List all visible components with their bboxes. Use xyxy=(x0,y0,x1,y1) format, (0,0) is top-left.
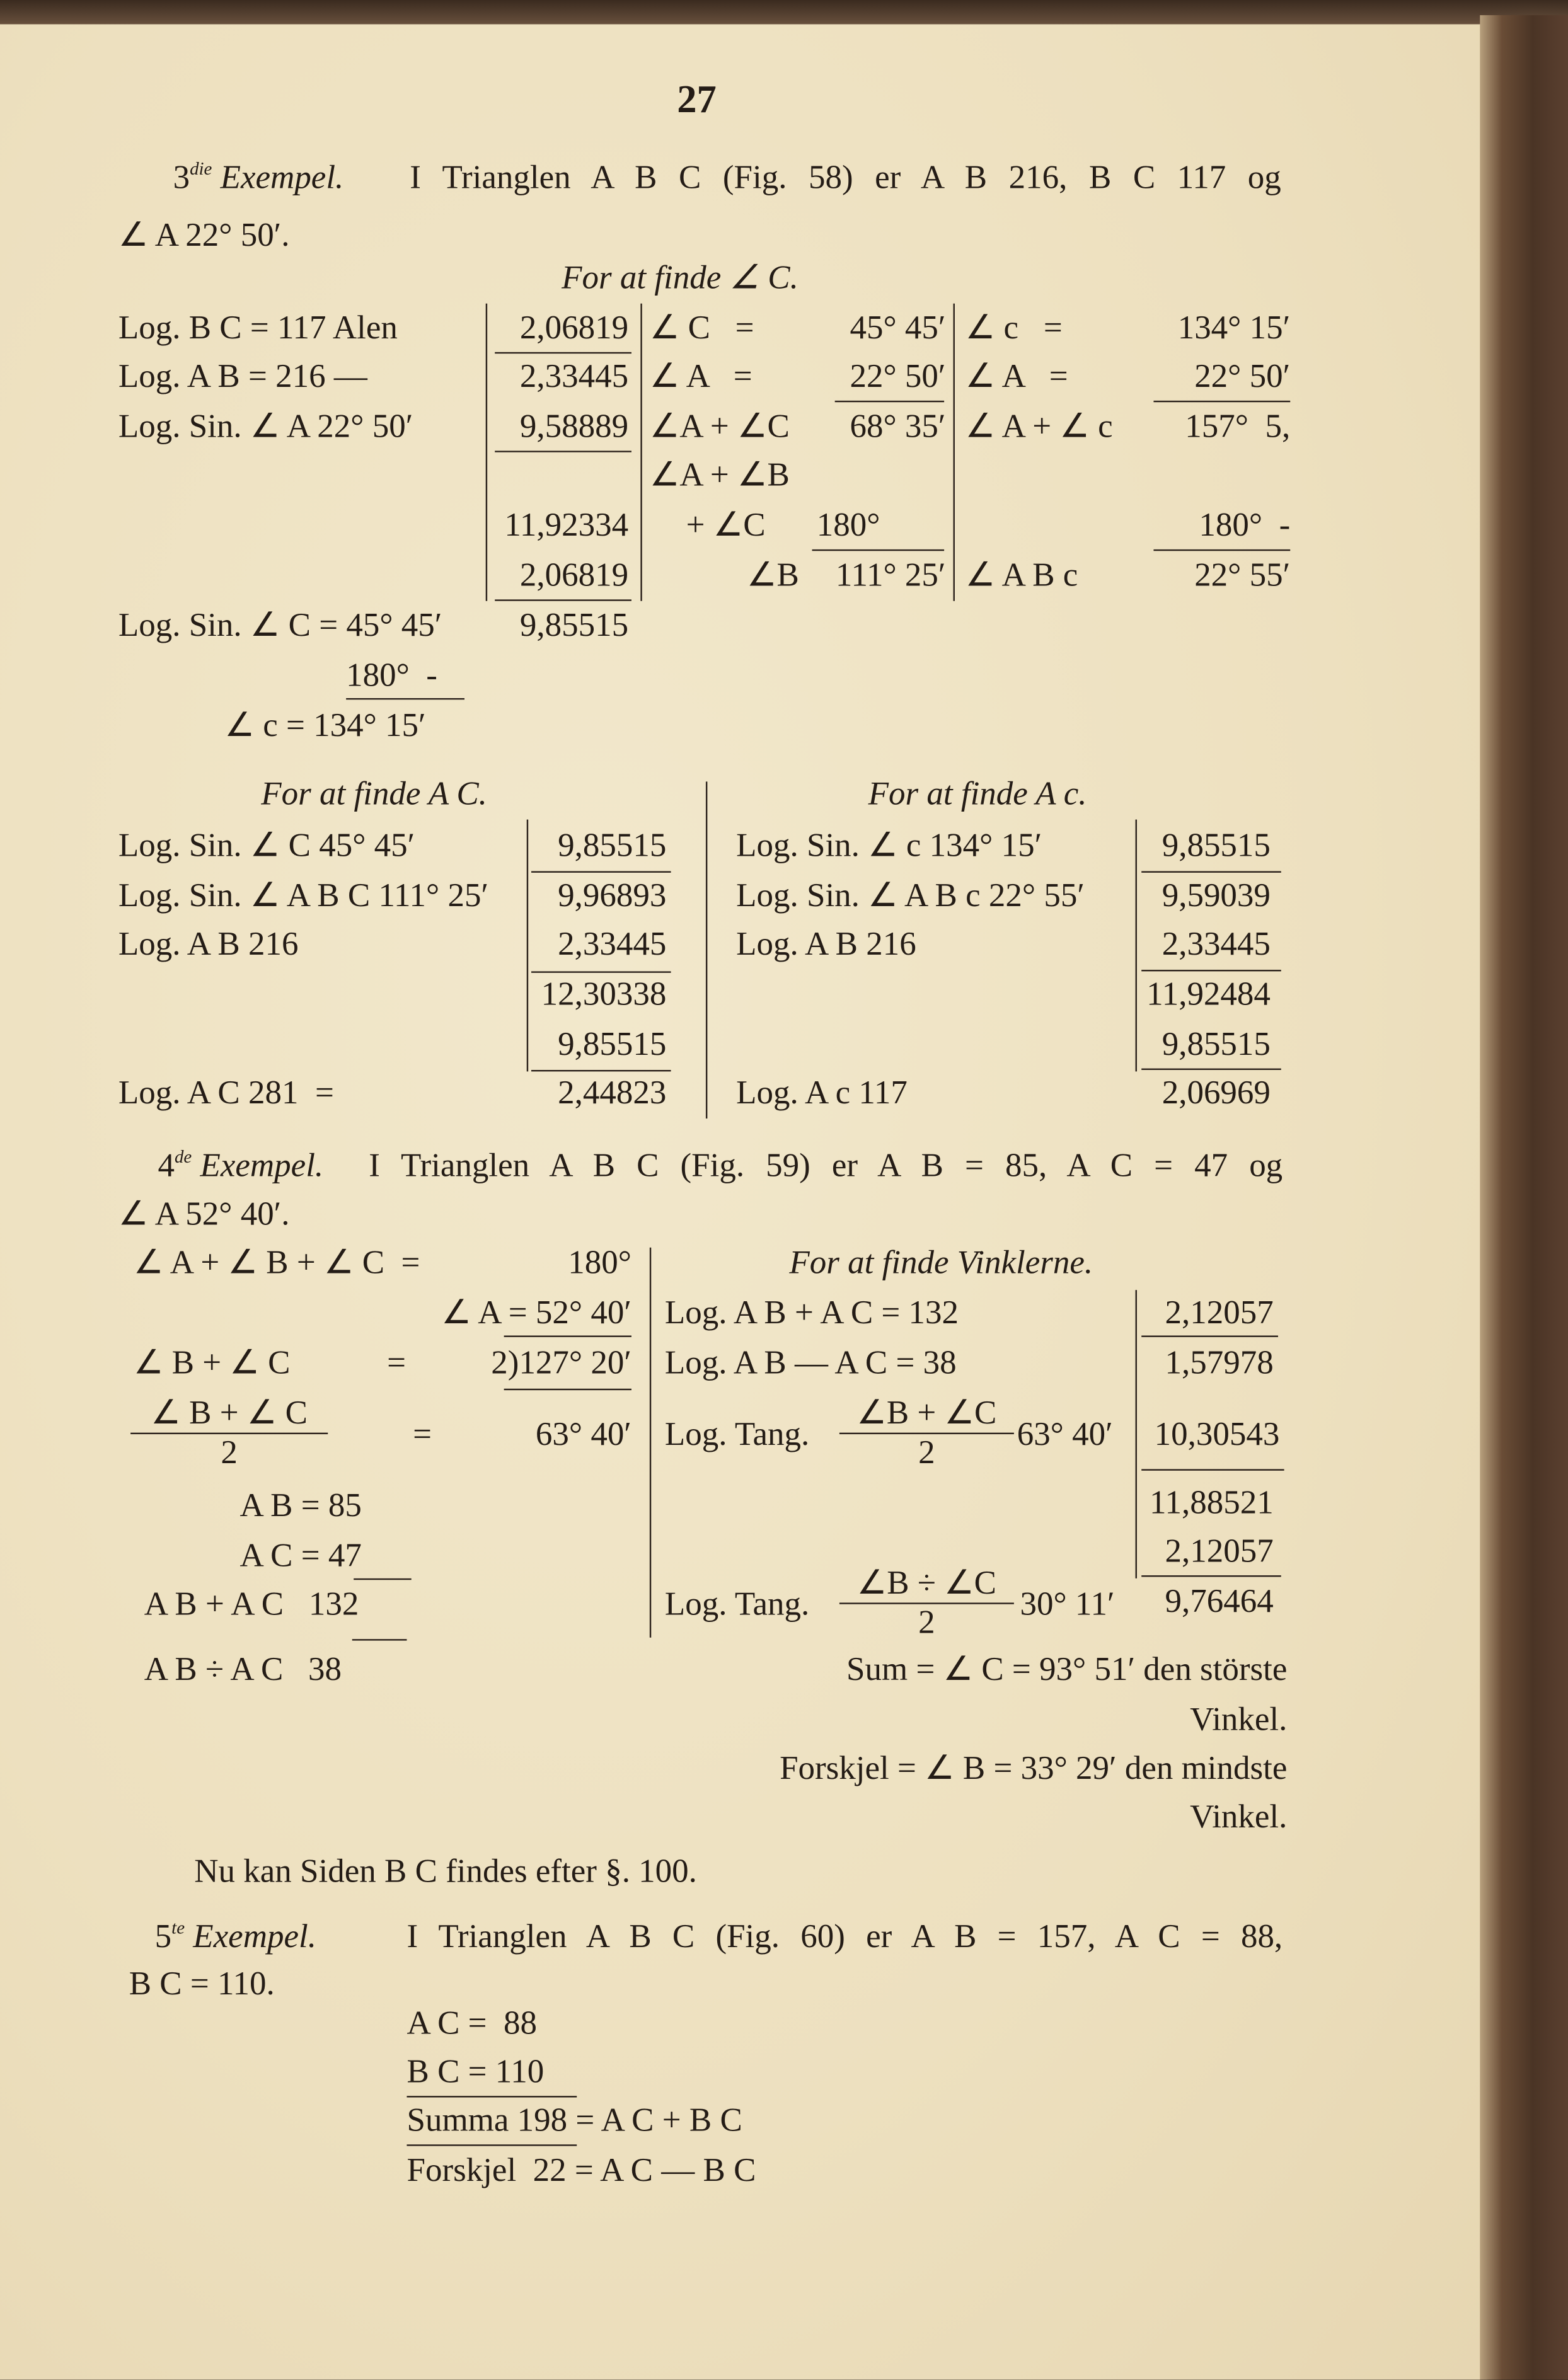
log-label: Log. Sin. ∠ c 134° 15′ xyxy=(736,825,1042,864)
angle-sum-value: 180° xyxy=(568,1243,631,1281)
log-label: Log. Sin. ∠ C 45° 45′ xyxy=(118,825,415,864)
log-label: Log. B C = 117 Alen xyxy=(118,308,398,347)
denominator: 2 xyxy=(221,1432,238,1471)
angle-label: ∠ A = xyxy=(965,356,1068,395)
denominator: 2 xyxy=(918,1602,935,1641)
ordinal-suffix: de xyxy=(174,1146,192,1168)
section-title-find-AC: For at finde A C. xyxy=(261,774,487,812)
section-title-find-angles: For at finde Vinklerne. xyxy=(789,1243,1093,1281)
log-label: Log. A c 117 xyxy=(736,1072,908,1112)
log-label: Log. Sin. ∠ A 22° 50′ xyxy=(118,406,413,445)
half-sum-fraction xyxy=(130,1393,328,1471)
rule xyxy=(1141,1575,1281,1577)
example-number: 5 xyxy=(154,1916,172,1955)
log-value: 2,33445 xyxy=(519,356,629,395)
angle-value: 22° 55′ xyxy=(1194,555,1291,594)
example4-text: I Trianglen A B C (Fig. 59) er A B = 85, A C = 47 og xyxy=(369,1146,1283,1184)
log-value: 2,33445 xyxy=(1162,924,1271,962)
example4-heading xyxy=(158,1144,323,1187)
log-value: 10,30543 xyxy=(1154,1414,1280,1452)
example-label: Exempel. xyxy=(220,158,344,196)
rule xyxy=(406,2144,577,2146)
section-divider xyxy=(706,781,708,1118)
example4-text2: ∠ A 52° 40′. xyxy=(118,1194,290,1233)
angle-label: ∠ A B c xyxy=(965,555,1078,594)
difference-line: Forskjel = ∠ B = 33° 29′ den mindste xyxy=(780,1748,1288,1786)
vinkel-label: Vinkel. xyxy=(1190,1796,1288,1835)
rule xyxy=(504,1389,631,1391)
log-value: 2,33445 xyxy=(558,924,667,962)
section-title-find-Ac: For at finde A c. xyxy=(868,774,1087,812)
log-value: 12,30338 xyxy=(541,974,667,1013)
section-title-find-C: For at finde ∠ C. xyxy=(562,258,798,296)
denominator: 2 xyxy=(918,1432,935,1471)
page-top-edge xyxy=(0,0,1568,27)
rule xyxy=(495,451,631,452)
calc-line: A C = 88 xyxy=(406,2003,538,2042)
sum-line: Sum = ∠ C = 93° 51′ den störste xyxy=(846,1650,1288,1688)
log-value: 9,85515 xyxy=(558,1024,667,1062)
angle-label: ∠ c = xyxy=(965,308,1063,347)
column-rule xyxy=(527,820,529,1072)
log-value: 2,06969 xyxy=(1162,1072,1271,1112)
calc-line: Summa 198 = A C + B C xyxy=(406,2100,742,2139)
example3-heading xyxy=(173,156,344,198)
result-value: 9,85515 xyxy=(519,605,629,644)
ordinal-suffix: die xyxy=(190,158,212,180)
rule xyxy=(1153,549,1290,551)
rule xyxy=(812,549,945,551)
rule xyxy=(1141,1069,1281,1071)
rule xyxy=(835,401,944,403)
example-label: Exempel. xyxy=(193,1916,316,1955)
rule xyxy=(1141,970,1281,972)
example-number: 4 xyxy=(158,1146,175,1184)
angle-value: 157° 5, xyxy=(1185,406,1291,445)
log-value: 2,44823 xyxy=(558,1072,667,1112)
bc-label: ∠ B + ∠ C xyxy=(133,1343,291,1381)
log-value: 9,85515 xyxy=(1162,825,1271,864)
ab-value: A B = 85 xyxy=(239,1485,362,1524)
log-value: 9,58889 xyxy=(519,406,629,445)
rule xyxy=(1153,401,1290,403)
section-divider xyxy=(650,1248,652,1638)
rule xyxy=(1141,871,1281,873)
subtract-180: 180° - xyxy=(346,655,437,694)
angle-value: 45° 45′ xyxy=(850,308,946,347)
angle-value: 68° 35′ xyxy=(850,406,946,445)
example5-heading xyxy=(155,1916,316,1958)
log-label: Log. A B — A C = 38 xyxy=(664,1343,957,1381)
angle-c-result: ∠ c = 134° 15′ xyxy=(224,705,426,744)
angle-value: 180° xyxy=(816,505,880,544)
tang2-fraction xyxy=(839,1563,1014,1641)
numerator: ∠B ÷ ∠C xyxy=(839,1563,1014,1604)
log-label: Log. A B 216 xyxy=(118,924,299,962)
log-label: Log. A B + A C = 132 xyxy=(664,1293,959,1331)
example3-text: I Trianglen A B C (Fig. 58) er A B 216, B C 117 og xyxy=(410,158,1281,196)
angle-value: 22° 50′ xyxy=(850,356,946,395)
example-label: Exempel. xyxy=(200,1146,324,1184)
column-rule xyxy=(1136,1290,1138,1578)
log-value: 9,85515 xyxy=(1162,1024,1271,1062)
angle-value: 111° 25′ xyxy=(835,555,946,594)
ab-minus-ac: A B ÷ A C 38 xyxy=(144,1650,342,1688)
ac-value: A C = 47 xyxy=(239,1536,362,1574)
column-rule xyxy=(640,304,642,601)
log-tang-label: Log. Tang. xyxy=(664,1414,810,1452)
log-value: 9,76464 xyxy=(1165,1581,1274,1619)
angle-label: ∠ C = xyxy=(649,308,754,347)
tang2-angle: 30° 11′ xyxy=(1020,1584,1115,1623)
rule xyxy=(406,2096,577,2098)
angle-label: ∠A + ∠B xyxy=(649,455,790,493)
log-label: Log. A B = 216 — xyxy=(118,356,367,395)
log-value: 2,12057 xyxy=(1165,1293,1274,1331)
rule xyxy=(531,871,671,873)
bc-value: 2)127° 20′ xyxy=(491,1343,631,1381)
angle-A: ∠ A = 52° 40′ xyxy=(441,1293,631,1331)
rule xyxy=(352,1639,407,1641)
half-sum-value: 63° 40′ xyxy=(535,1414,631,1452)
log-value: 11,92484 xyxy=(1146,974,1271,1013)
log-value: 9,96893 xyxy=(558,875,667,914)
note-text: Nu kan Siden B C findes efter §. 100. xyxy=(194,1851,697,1890)
log-label: Log. Sin. ∠ A B C 111° 25′ xyxy=(118,875,489,914)
rule xyxy=(1141,1335,1278,1337)
ab-plus-ac: A B + A C 132 xyxy=(144,1584,359,1623)
rule xyxy=(495,599,631,601)
result-label: Log. Sin. ∠ C = 45° 45′ xyxy=(118,605,442,644)
tang1-fraction xyxy=(839,1393,1014,1471)
log-label: Log. A B 216 xyxy=(736,924,916,962)
ordinal-suffix: te xyxy=(171,1916,185,1938)
tang1-angle: 63° 40′ xyxy=(1017,1414,1113,1452)
rule xyxy=(1141,1469,1284,1471)
rule xyxy=(354,1578,412,1580)
log-value: 9,59039 xyxy=(1162,875,1271,914)
example3-text2: ∠ A 22° 50′. xyxy=(118,216,290,254)
calc-line: B C = 110 xyxy=(406,2052,545,2090)
log-tang-label: Log. Tang. xyxy=(664,1584,810,1623)
angle-label: ∠ A + ∠ c xyxy=(965,406,1113,445)
example5-text: I Trianglen A B C (Fig. 60) er A B = 157, A C = 88, xyxy=(406,1916,1283,1955)
angle-value: 134° 15′ xyxy=(1177,308,1291,347)
column-rule xyxy=(486,304,488,601)
example-number: 3 xyxy=(173,158,190,196)
rule xyxy=(495,352,631,354)
log-value: 1,57978 xyxy=(1165,1343,1274,1381)
angle-label: ∠A + ∠C xyxy=(649,406,790,445)
vinkel-label: Vinkel. xyxy=(1190,1699,1288,1738)
numerator: ∠ B + ∠ C xyxy=(130,1393,328,1434)
rule xyxy=(504,1335,631,1337)
rule xyxy=(346,698,464,700)
page-number: 27 xyxy=(677,77,717,122)
angle-value: 22° 50′ xyxy=(1194,356,1291,395)
angle-sum-eq: ∠ A + ∠ B + ∠ C = xyxy=(133,1243,420,1281)
log-value: 2,06819 xyxy=(519,308,629,347)
book-spine xyxy=(1480,15,1568,2379)
equals: = xyxy=(413,1414,432,1452)
log-value: 2,12057 xyxy=(1165,1531,1274,1570)
log-value: 2,06819 xyxy=(519,555,629,594)
equals: = xyxy=(387,1343,406,1381)
log-value: 11,88521 xyxy=(1149,1483,1274,1521)
example5-text2: B C = 110. xyxy=(129,1963,275,2002)
log-value: 9,85515 xyxy=(558,825,667,864)
angle-label: ∠ A = xyxy=(649,356,752,395)
log-value: 11,92334 xyxy=(504,505,629,544)
column-rule xyxy=(954,304,955,601)
angle-label: + ∠C xyxy=(686,505,766,544)
numerator: ∠B + ∠C xyxy=(839,1393,1014,1434)
angle-label: ∠B xyxy=(746,555,799,594)
column-rule xyxy=(1136,820,1138,1072)
calc-line: Forskjel 22 = A C — B C xyxy=(406,2150,756,2189)
angle-value: 180° - xyxy=(1199,505,1291,544)
log-label: Log. Sin. ∠ A B c 22° 55′ xyxy=(736,875,1085,914)
log-label: Log. A C 281 = xyxy=(118,1072,334,1112)
